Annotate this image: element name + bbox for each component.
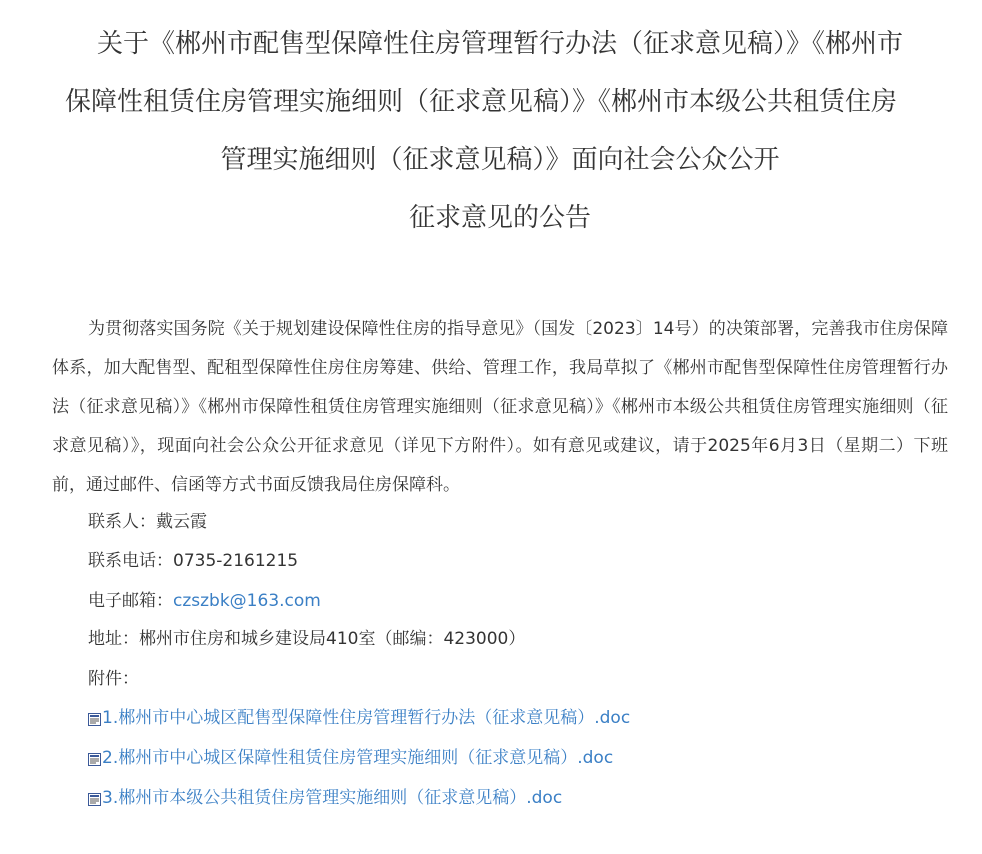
attachment-item[interactable] — [88, 746, 613, 770]
contact-person-value: 戴云霞 — [156, 512, 207, 532]
contact-address — [88, 627, 525, 651]
attachments-heading: 附件： — [88, 669, 139, 689]
contact-email — [88, 589, 321, 613]
title-line-3: 管理实施细则（征求意见稿）》面向社会公众公开 — [220, 145, 780, 175]
email-link[interactable]: czszbk@163.com — [173, 591, 321, 611]
attachment-link-1[interactable]: 1.郴州市中心城区配售型保障性住房管理暂行办法（征求意见稿）.doc — [102, 708, 631, 728]
title-line-2: 保障性租赁住房管理实施细则（征求意见稿）》《郴州市本级公共租赁住房 — [65, 87, 898, 117]
contact-phone-value: 0735-2161215 — [173, 551, 299, 571]
contact-person — [88, 510, 207, 534]
attachment-link-3[interactable]: 3.郴州市本级公共租赁住房管理实施细则（征求意见稿）.doc — [102, 788, 563, 808]
contact-email-label: 电子邮箱： — [88, 591, 173, 611]
attachment-item[interactable] — [88, 706, 630, 730]
attachment-link-2[interactable]: 2.郴州市中心城区保障性租赁住房管理实施细则（征求意见稿）.doc — [102, 748, 614, 768]
doc-file-icon — [88, 713, 101, 726]
attachment-item[interactable] — [88, 786, 562, 810]
contact-person-label: 联系人： — [88, 512, 156, 532]
doc-file-icon — [88, 753, 101, 766]
title-line-1: 关于《郴州市配售型保障性住房管理暂行办法（征求意见稿）》《郴州市 — [97, 29, 904, 59]
doc-file-icon — [88, 793, 101, 806]
body-paragraph: 为贯彻落实国务院《关于规划建设保障性住房的指导意见》（国发〔2023〕14号）的决策部署，完善我市住房保障体系，加大配售型、配租型保障性住房住房筹建、供给、管理工作，我局草拟了《郴州市配售型保障性住房管理暂行办法（征求意见稿）》《郴州市保障性租赁住房管理实施细则（征求意见稿）》《郴州市本级公共租赁住房管理实施细则（征求意见稿）》，现面向社会公众公开征求意见（详见下方附件）。如有意见或建议，请于2025年6月3日（星期二）下班前，通过邮件、信函等方式书面反馈我局住房保障科。 — [52, 319, 948, 495]
title-line-4: 征求意见的公告 — [408, 203, 591, 233]
contact-phone — [88, 549, 298, 573]
contact-address-label: 地址： — [88, 629, 139, 649]
contact-address-value: 郴州市住房和城乡建设局410室（邮编：423000） — [139, 629, 526, 649]
contact-phone-label: 联系电话： — [88, 551, 173, 571]
